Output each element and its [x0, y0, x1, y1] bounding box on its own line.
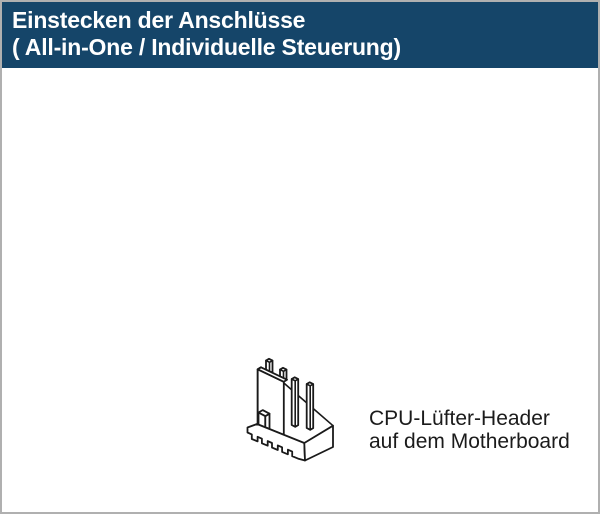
- header-title-line1: Einstecken der Anschlüsse: [12, 7, 306, 33]
- cpu-fan-header-illustration-icon: [240, 347, 350, 472]
- caption-line1: CPU-Lüfter-Header: [369, 407, 550, 430]
- pin-4: [307, 382, 314, 430]
- slide-body: [2, 68, 598, 512]
- header-base: [248, 424, 334, 461]
- figure-caption: [369, 407, 570, 453]
- slide-header: [2, 2, 598, 68]
- pin-3: [292, 377, 299, 427]
- header-title-line2: ( All-in-One / Individuelle Steuerung): [12, 34, 401, 60]
- caption-line2: auf dem Motherboard: [369, 430, 570, 453]
